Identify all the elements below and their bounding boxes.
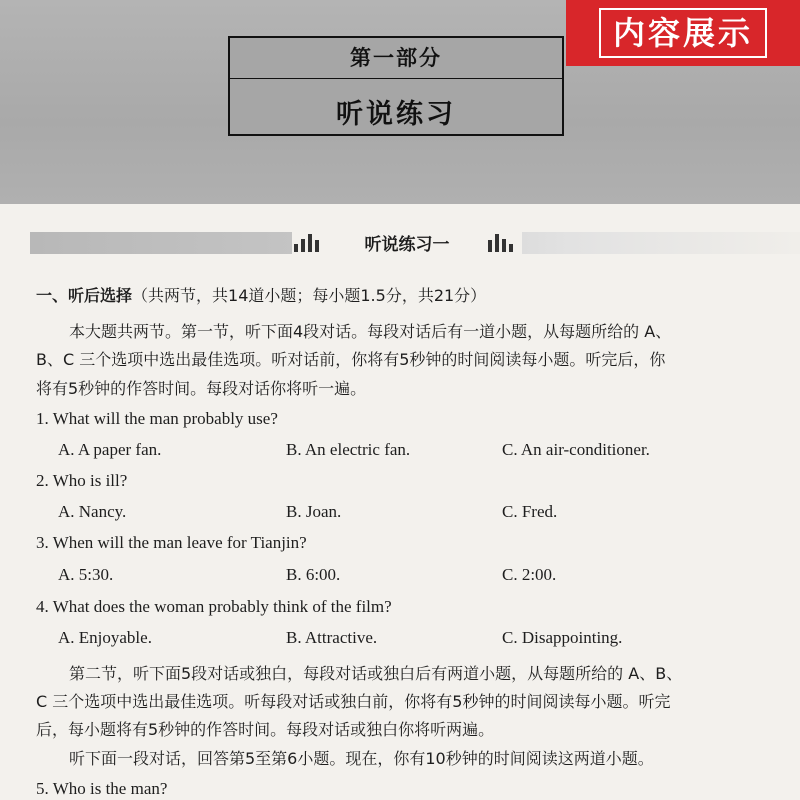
question-text: Who is the man? <box>52 779 168 798</box>
section-heading-note: （共两节，共14道小题；每小题1.5分，共21分） <box>132 286 487 305</box>
subsection-title: 听说练习一 <box>364 235 450 255</box>
subsection-plate <box>292 226 522 258</box>
option-b: B. An electric fan. <box>286 440 411 459</box>
content-preview-badge <box>566 0 800 66</box>
option-b: B. Attractive. <box>286 628 378 647</box>
question-number: 1. <box>36 409 49 428</box>
question-text: What will the man probably use? <box>52 409 278 428</box>
option-c: C. 2:00. <box>502 565 557 584</box>
part2-intro-line: C 三个选项中选出最佳选项。听每段对话或独白前，你将有5秒钟的时间阅读每小题。听完 <box>36 692 671 711</box>
subsection-bar <box>30 232 800 254</box>
option-a: A. Nancy. <box>58 502 127 521</box>
question-2 <box>36 471 127 491</box>
part-label: 第一部分 <box>350 46 442 70</box>
option-c: C. Disappointing. <box>502 628 623 647</box>
question-number: 2. <box>36 471 49 490</box>
question-1 <box>36 409 278 429</box>
option-a: A. Enjoyable. <box>58 628 152 647</box>
question-text: What does the woman probably think of the film? <box>52 597 392 616</box>
question-3 <box>36 533 307 553</box>
intro-line: 本大题共两节。第一节，听下面4段对话。每段对话后有一道小题，从每题所给的 A、 <box>69 322 672 341</box>
section-heading <box>36 283 486 306</box>
option-b: B. Joan. <box>286 502 342 521</box>
part2-intro-line: 第二节，听下面5段对话或独白，每段对话或独白后有两道小题，从每题所给的 A、B、 <box>69 664 683 683</box>
part-title-box <box>228 36 564 136</box>
question-text: When will the man leave for Tianjin? <box>52 533 307 552</box>
bars-decoration-icon <box>488 230 520 252</box>
section-label: 听说练习 <box>336 99 456 130</box>
option-c: C. Fred. <box>502 502 558 521</box>
question-text: Who is ill? <box>52 471 128 490</box>
intro-line: B、C 三个选项中选出最佳选项。听对话前，你将有5秒钟的时间阅读每小题。听完后，你 <box>36 350 666 369</box>
option-b: B. 6:00. <box>286 565 341 584</box>
part2-intro-line: 后，每小题将有5秒钟的作答时间。每段对话或独白你将听两遍。 <box>36 720 495 739</box>
option-c: C. An air-conditioner. <box>502 440 650 459</box>
question-5 <box>36 779 167 799</box>
question-number: 4. <box>36 597 49 616</box>
question-number: 5. <box>36 779 49 798</box>
part2-instruction: 听下面一段对话，回答第5至第6小题。现在，你有10秒钟的时间阅读这两道小题。 <box>69 749 654 768</box>
question-number: 3. <box>36 533 49 552</box>
badge-label: 内容展示 <box>599 8 767 58</box>
section-heading-title: 一、听后选择 <box>36 286 133 305</box>
option-a: A. 5:30. <box>58 565 114 584</box>
intro-line: 将有5秒钟的作答时间。每段对话你将听一遍。 <box>36 379 367 398</box>
option-a: A. A paper fan. <box>58 440 162 459</box>
question-4 <box>36 597 392 617</box>
